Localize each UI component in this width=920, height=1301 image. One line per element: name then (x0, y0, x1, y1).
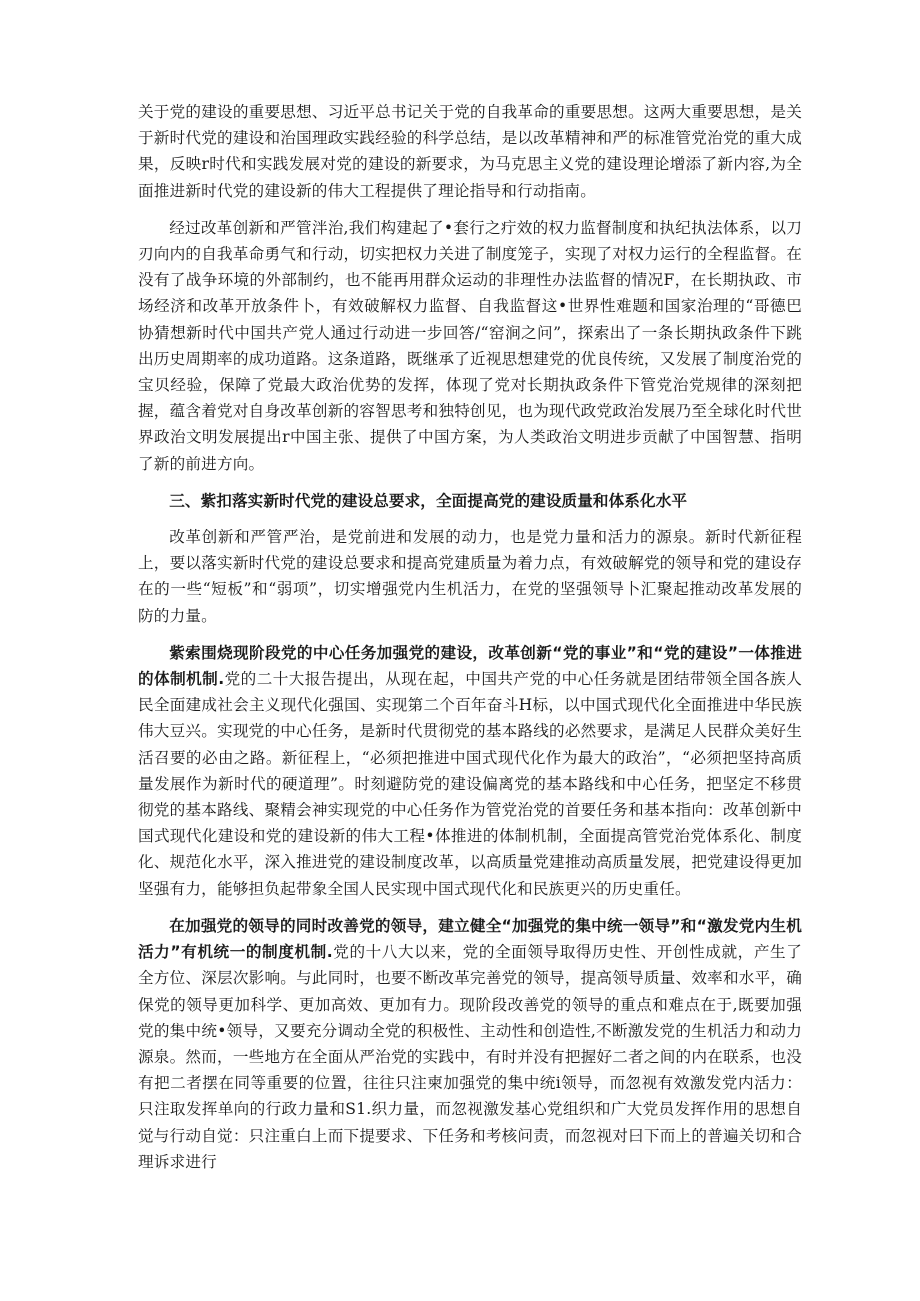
document-page (138, 99, 802, 1186)
paragraph-improve-leadership (138, 913, 802, 1175)
paragraph-lead: 在加强党的领导的同时改善党的领导，建立健全“加强党的集中统一领导”和“激发党内生机活力”有机统一的制度机制. (138, 916, 802, 962)
paragraph-continued (138, 99, 802, 204)
paragraph-text: 关于党的建设的重要思想、习近平总书记关于党的自我革命的重要思想。这两大重要思想，是关于新时代党的建设和治国理政实践经验的科学总结，是以改革精神和严的标准管党治党的重大成果，反映r时代和实践发展对党的建设的新要求，为马克思主义党的建设理论增添了新内容,为全面推进新时代党的建设新的伟大工程提供了理论指导和行动指南。 (138, 103, 802, 200)
paragraph-text: 经过改革创新和严管泮治,我们构建起了•套行之疔效的权力监督制度和执纪执法体系，以刀刃向内的自我革命勇气和行动，切实把权力关进了制度笼子，实现了对权力运行的全程监督。在没有了战争环境的外部制约，也不能再用群众运动的非理性办法监督的情况F，在长期执政、市场经济和改革开放条件卜，有效破解权力监督、自我监督这•世界性难题和国家治理的“哥德巴协猜想新时代中国共产党人通过行动进一步回答/“窑涧之问”，探索出了一条长期执政条件下跳出历史周期率的成功道路。这条道路，既继承了近视思想建党的优良传统，又发展了制度治党的宝贝经验，保障了党最大政治优势的发挥，体现了党对长期执政条件下管党治党规律的深刻把握，蕴含着党对自身改革创新的容智思考和独特创见，也为现代政党政治发展乃至全球化时代世界政治文明发展提出r中国主张、提供了中国方案，为人类政治文明进步贡献了中国智慧、指明了新的前进方向。 (138, 218, 802, 473)
paragraph-power-supervision (138, 215, 802, 477)
paragraph-text: 党的十八大以来，党的全面领导取得历史性、开创性成就，产生了全方位、深层次影响。与此同时，也要不断改革完善党的领导，提高领导质量、效率和水平，确保党的领导更加科学、更加高效、更加有力。现阶段改善党的领导的重点和难点在于,既要加强党的集中统•领导，又要充分调动全党的积极性、主动性和创造性,不断激发党的生机活力和动力源泉。然而，一些地方在全面从严治党的实践中，有时并没有把握好二者之间的内在联系，也没有把二者摆在同等重要的位置，往往只注柬加强党的集中统i领导，而忽视有效激发党内活力：只注取发挥单向的行政力量和S1.织力量，而忽视激发基心党组织和广大党员发挥作用的思想自觉与行动自觉：只注重白上而下提要求、下任务和考核问责，而忽视对曰下而上的普遍关切和合理诉求进行 (138, 943, 802, 1171)
paragraph-lead: 紫索围烧现阶段党的中心任务加强党的建设，改革创新“党的事业”和“党的建设”一体推进的体制机制. (138, 643, 802, 689)
paragraph-text: 党的二十大报告提出，从现在起，中国共产党的中心任务就是团结带领全国各族人民全面建成社会主义现代化强国、实现第二个百年奋斗H标，以中国式现代化全面推进中华民族伟大豆兴。实现党的中心任务，是新时代贯彻党的基本路线的必然要求，是满足人民群众美好生活召要的必由之路。新征程上，“必须把推进中国式现代化作为最大的政治”，“必须把坚持高质量发展作为新时代的硬道理”。时刻避防党的建设偏离党的基本路线和中心任务，把坚定不移贯彻党的基本路线、聚精会神实现党的中心任务作为管党治党的首要任务和基本指向：改革创新中国式现代化建设和党的建设新的伟大工程•体推进的体制机制，全面提高管党治党体系化、制度化、规范化水平，深入推进党的建设制度改革，以高质量党建推动高质量发展，把党建设得更加坚强有力，能够担负起带象全国人民实现中国式现代化和民族更兴的历史重任。 (138, 670, 803, 898)
paragraph-text: 改革创新和严管严治，是党前进和发展的动力，也是党力量和活力的源泉。新时代新征程上，要以落实新时代党的建设总要求和提高党建质量为着力点，有效破解党的领导和党的建设存在的一些“短板”和“弱项”，切实增强党内生机活力，在党的坚强领导卜汇聚起推动改革发展的防的力量。 (138, 528, 802, 625)
paragraph-central-task (138, 640, 802, 902)
section-heading: 三、紫扣落实新时代党的建设总要求，全面提高党的建设质量和体系化水平 (169, 491, 688, 510)
paragraph-section-intro (138, 524, 802, 629)
